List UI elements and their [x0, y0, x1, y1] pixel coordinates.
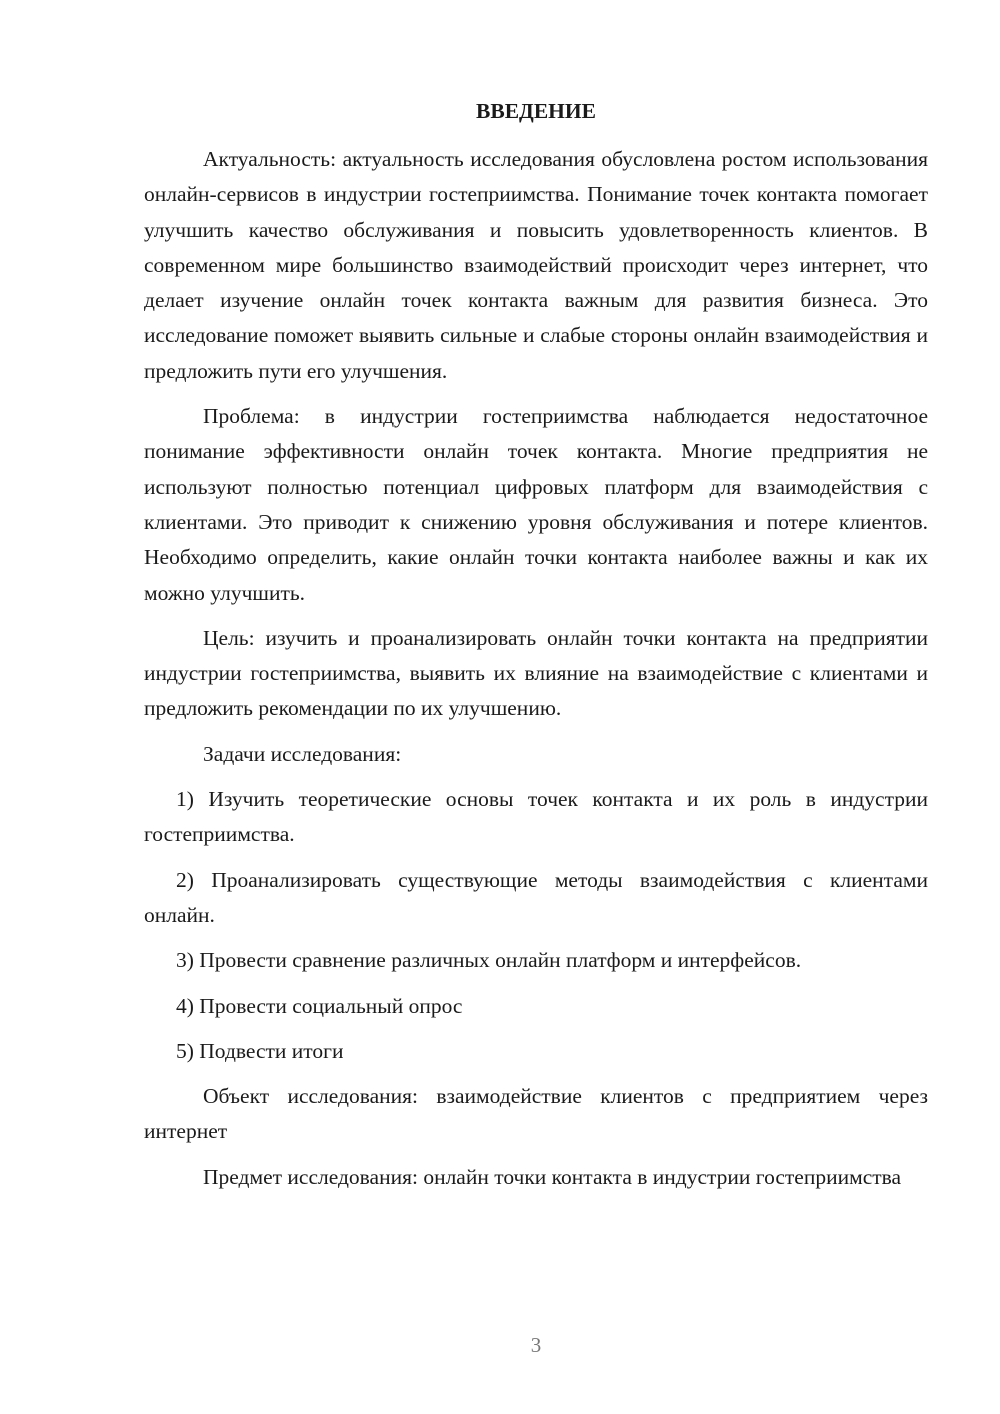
document-title: ВВЕДЕНИЕ [476, 99, 596, 123]
task-item-1: 1) Изучить теоретические основы точек контакта и их роль в индустрии гостеприимства. [144, 787, 928, 847]
task-item-4: 4) Провести социальный опрос [176, 993, 463, 1018]
task-item-2: 2) Проанализировать существующие методы взаимодействия с клиентами онлайн. [144, 867, 928, 927]
tasks-heading: Задачи исследования: [203, 741, 402, 766]
subject-paragraph: Предмет исследования: онлайн точки контакта в индустрии гостеприимства [203, 1164, 902, 1189]
problem-paragraph: Проблема: в индустрии гостеприимства наблюдается недостаточное понимание эффективности онлайн точек контакта. Многие предприятия не используют полностью потенциал цифровых платформ для взаимодействия с клиентами. Это приводит к снижению уровня обслуживания и потере клиентов. Необходимо определить, какие онлайн точки контакта наиболее важны и как их можно улучшить. [144, 404, 928, 605]
task-item-3: 3) Провести сравнение различных онлайн платформ и интерфейсов. [176, 948, 802, 973]
page-number: 3 [530, 1333, 542, 1357]
relevance-paragraph: Актуальность: актуальность исследования обусловлена ростом использования онлайн-сервисов в индустрии гостеприимства. Понимание точек контакта помогает улучшить качество обслуживания и повысить удовлетворенность клиентов. В современном мире большинство взаимодействий происходит через интернет, что делает изучение онлайн точек контакта важным для развития бизнеса. Это исследование поможет выявить сильные и слабые стороны онлайн взаимодействия и предложить пути его улучшения. [144, 147, 928, 383]
task-item-5: 5) Подвести итоги [176, 1038, 344, 1063]
object-paragraph: Объект исследования: взаимодействие клиентов с предприятием через интернет [144, 1084, 928, 1144]
goal-paragraph: Цель: изучить и проанализировать онлайн точки контакта на предприятии индустрии гостеприимства, выявить их влияние на взаимодействие с клиентами и предложить рекомендации по их улучшению. [144, 625, 928, 721]
document-page [144, 96, 928, 1205]
